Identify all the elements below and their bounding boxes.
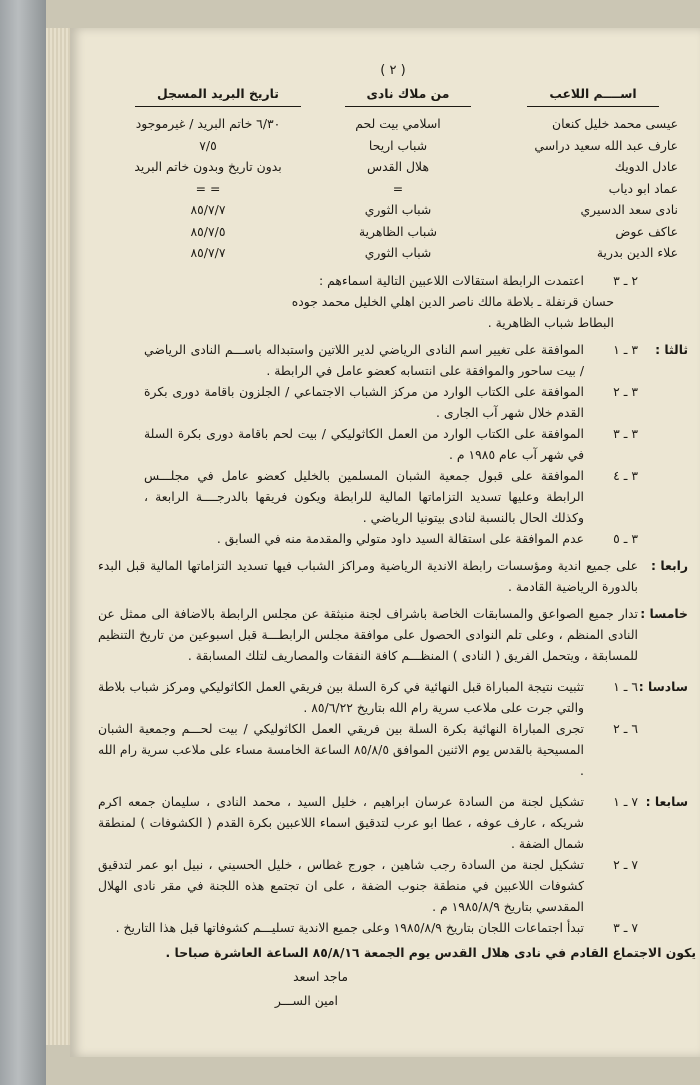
cell-date: ٦/٣٠ خاتم البريد / غيرموجود bbox=[135, 116, 281, 131]
section-label: ثالثا : bbox=[655, 341, 688, 357]
section-third bbox=[98, 339, 688, 549]
section-label: سادسا : bbox=[638, 678, 688, 694]
cell-player: عارف عبد الله سعيد دراسي bbox=[534, 137, 678, 153]
book-binding bbox=[0, 0, 46, 1085]
table-row bbox=[98, 113, 688, 135]
list-item: ٧ ـ ١ تشكيل لجنة من السادة عرسان ابراهيم ، خليل السيد ، محمد النادى ، سليمان جمعه اكرم شريكه ، عارف عوفه ، عطا ابو عرب لتدقيق اسماء اللاعبين بكرة القدم ( الكشوفات ) لمنطقة شمال الضفة . bbox=[98, 793, 638, 851]
cell-date: = = bbox=[195, 180, 221, 196]
cell-date: ٨٥/٧/٥ bbox=[190, 223, 226, 239]
cell-club: = bbox=[392, 180, 404, 196]
cell-club: شباب الظاهرية bbox=[358, 223, 438, 239]
list-item: ٦ ـ ٢ تجرى المباراة النهائية بكرة السلة بين فريقي العمل الكاثوليكي / بيت لحـــم وجمعية الشبان المسيحية بالقدس يوم الاثنين الموافق ٨٥/٨/٥ الساعة الخامسة مساء على ملاعب سرية رام الله . bbox=[98, 720, 638, 778]
section-label: خامسا : bbox=[640, 605, 688, 621]
cell-club: اسلامي بيت لحم bbox=[355, 116, 441, 131]
list-item: ٣ ـ ١ الموافقة على تغيير اسم النادى الرياضي لدير اللاتين واستبداله باســـم النادى الرياضي / بيت ساحور والموافقة على انتسابه كعضو عامل في الرابطة . bbox=[144, 341, 638, 378]
resigned-names-line-1: حسان قرنفلة ـ بلاطة مالك ناصر الدين اهلي الخليل محمد جوده bbox=[291, 293, 614, 309]
list-item: ٧ ـ ٢ تشكيل لجنة من السادة رجب شاهين ، جورج غطاس ، خليل الحسيني ، نبيل ابو عمر لتدقيق كشوفات اللاعبين في منطقة جنوب الضفة ، على ان تجتمع هذه اللجنة في مقر نادى الهلال المقدسي بتاريخ ١٩٨٥/٨/٩ م . bbox=[98, 856, 638, 914]
table-row bbox=[98, 199, 688, 221]
cell-player: علاء الدين بدرية bbox=[596, 245, 678, 260]
table-row bbox=[98, 242, 688, 264]
page-number: ( ٢ ) bbox=[380, 63, 406, 78]
cell-player: عماد ابو دياب bbox=[608, 180, 678, 196]
cell-date: بدون تاريخ وبدون خاتم البريد bbox=[134, 159, 282, 174]
section-fifth bbox=[98, 603, 688, 666]
cell-player: عاكف عوض bbox=[615, 223, 678, 239]
item-2-3 bbox=[98, 270, 688, 333]
players-table bbox=[98, 113, 688, 264]
cell-player: عادل الدويك bbox=[614, 159, 678, 174]
cell-date: ٨٥/٧/٧ bbox=[190, 202, 226, 217]
cell-club: شباب اريحا bbox=[368, 137, 428, 153]
table-row bbox=[98, 221, 688, 243]
item-number: ٢ ـ ٣ bbox=[613, 272, 638, 288]
table-row bbox=[98, 178, 688, 200]
signatory-name: ماجد اسعد bbox=[293, 968, 348, 984]
table-row bbox=[98, 135, 688, 157]
section-label: سابعا : bbox=[645, 793, 688, 809]
cell-date: ٧/٥ bbox=[199, 137, 217, 153]
table-row bbox=[98, 156, 688, 178]
list-item: ٣ ـ ٥ عدم الموافقة على استقالة السيد داود متولي والمقدمة منه في السابق . bbox=[216, 530, 638, 546]
section-text: على جميع اندية ومؤسسات رابطة الاندية الرياضية ومراكز الشباب فيها تسديد التزاماتها المالية قبل البدء بالدورة الرياضية القادمة . bbox=[98, 557, 638, 594]
signature-block bbox=[98, 965, 688, 1013]
item-text: اعتمدت الرابطة استقالات اللاعبين التالية اسماءهم : bbox=[319, 272, 584, 288]
cell-player: عيسى محمد خليل كنعان bbox=[551, 116, 678, 131]
cell-club: هلال القدس bbox=[367, 159, 429, 174]
cell-date: ٨٥/٧/٧ bbox=[190, 245, 226, 260]
section-label: رابعا : bbox=[651, 557, 688, 573]
section-fourth bbox=[98, 555, 688, 597]
list-item: ٦ ـ ١ تثبيت نتيجة المباراة قبل النهائية في كرة السلة بين فريقي العمل الكاثوليكي ومركز شباب بلاطة والتي جرت على ملاعب سرية رام الله بتاريخ ٨٥/٦/٢٢ . bbox=[98, 678, 638, 715]
header-player: اســــم اللاعب bbox=[527, 83, 658, 107]
cell-player: نادى سعد الدسيري bbox=[580, 202, 678, 217]
section-sixth bbox=[98, 676, 688, 781]
header-from-club: من ملاك نادى bbox=[345, 83, 472, 107]
list-item: ٧ ـ ٣ تبدأ اجتماعات اللجان بتاريخ ١٩٨٥/٨/٩ وعلى جميع الاندية تسليـــم كشوفاتها قبل هذا التاريخ . bbox=[115, 919, 638, 935]
list-item: ٣ ـ ٢ الموافقة على الكتاب الوارد من مركز الشباب الاجتماعي / الجلزون باقامة دورى بكرة القدم خلال شهر آب الجارى . bbox=[144, 383, 638, 420]
section-seventh bbox=[98, 791, 688, 938]
list-item: ٣ ـ ٤ الموافقة على قبول جمعية الشبان المسلمين بالخليل كعضو عامل في مجلـــس الرابطة وعليها تسديد التزاماتها المالية للرابطة ويكون فريقها بالدرجــــة الرابعة ، وكذلك الحال بالنسبة لنادى بيتونيا الرياضي . bbox=[144, 467, 638, 525]
resigned-names-line-2: البطاط شباب الظاهرية . bbox=[487, 314, 614, 330]
cell-club: شباب الثوري bbox=[364, 202, 432, 217]
cell-club: شباب الثوري bbox=[364, 245, 432, 260]
list-item: ٣ ـ ٣ الموافقة على الكتاب الوارد من العمل الكاثوليكي / بيت لحم باقامة دورى بكرة السلة في شهر آب عام ١٩٨٥ م . bbox=[144, 425, 638, 462]
document-body bbox=[98, 60, 696, 1013]
header-mail-date: تاريخ البريد المسجل bbox=[135, 83, 301, 107]
table-header bbox=[98, 83, 688, 107]
section-text: تدار جميع الصواعق والمسابقات الخاصة باشراف لجنة منبثقة عن مجلس الرابطة بالاضافة الى ممثل عن النادى المنظم ، وعلى تلم النوادى الحصول على موافقة مجلس الرابطـــة قبل اسبوعين من تاريخ التنظيم للمسابقة ، ويتحمل الفريق ( النادى ) المنظـــم كافة النفقات والمصاريف لتلك المسابقة . bbox=[98, 605, 638, 663]
closing-line: يكون الاجتماع القادم في نادى هلال القدس يوم الجمعة ٨٥/٨/١٦ الساعة العاشرة صباحا . bbox=[165, 944, 696, 960]
signatory-title: امين الســـر bbox=[274, 992, 338, 1008]
